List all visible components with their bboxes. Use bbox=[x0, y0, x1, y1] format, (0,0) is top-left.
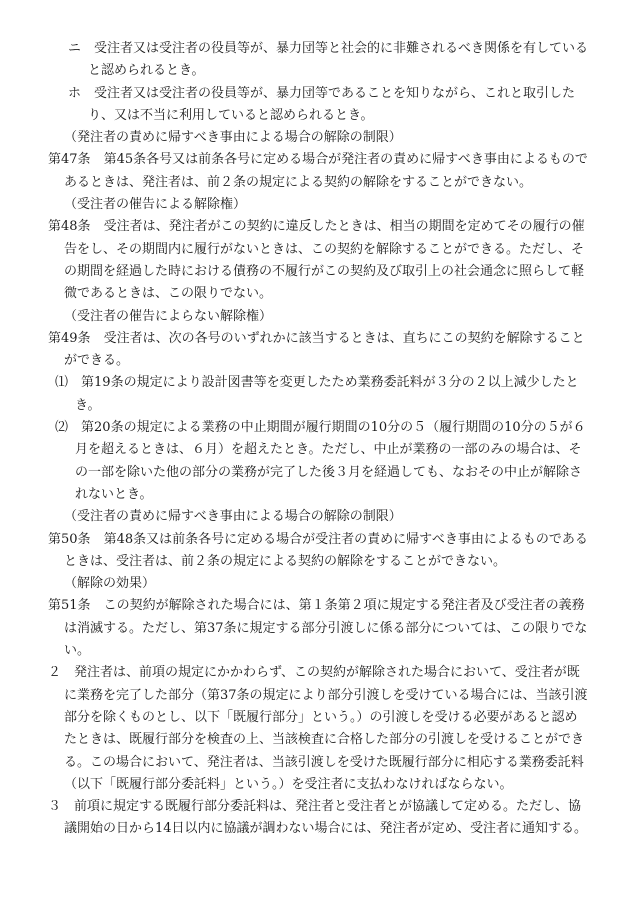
article-number: 第50条 bbox=[48, 531, 91, 547]
item-text: 第20条の規定による業務の中止期間が履行期間の10分の５（履行期間の10分の５が６月を超えるときは、６月）を超えたとき。ただし、中止が業務の一部のみの場合は、その一部を除いた他の部分の業務が完了した後３月を経過しても、なおその中止が解除されないとき。 bbox=[75, 420, 586, 502]
article-51-paragraph-2 bbox=[0, 662, 588, 796]
article-number: 第51条 bbox=[48, 598, 91, 614]
item-text: 第19条の規定により設計図書等を変更したため業務委託料が３分の２以上減少したとき。 bbox=[75, 375, 579, 413]
article-48-caption: （受注者の催告による解除権） bbox=[64, 197, 247, 213]
document-page bbox=[0, 38, 630, 841]
article-text: 第48条又は前条各号に定める場合が受注者の責めに帰すべき事由によるものであるときは、受注者は、前２条の規定による契約の解除をすることができない。 bbox=[64, 531, 588, 569]
article-49-item-1 bbox=[0, 372, 588, 417]
item-text: 受注者又は受注者の役員等が、暴力団等であることを知りながら、これと取引したり、又は不当に利用していると認められるとき。 bbox=[88, 85, 576, 123]
article-51-paragraph-3 bbox=[0, 796, 588, 841]
article-text: 受注者は、発注者がこの契約に違反したときは、相当の期間を定めてその履行の催告をし、その期間内に履行がないときは、この契約を解除することができる。ただし、その期間を経過した時における債務の不履行がこの契約及び取引上の社会通念に照らして軽微であるときは、この限りでない。 bbox=[64, 219, 585, 302]
article-48 bbox=[0, 216, 588, 305]
paragraph-text: 前項に規定する既履行部分委託料は、発注者と受注者とが協議して定める。ただし、協議開始の日から14日以内に協議が調わない場合には、発注者が定め、受注者に通知する。 bbox=[64, 799, 588, 837]
article-49 bbox=[0, 328, 588, 373]
paragraph-marker: ２ bbox=[48, 665, 62, 681]
article-number: 第48条 bbox=[48, 219, 91, 235]
item-text: 受注者又は受注者の役員等が、暴力団等と社会的に非難されるべき関係を有していると認められるとき。 bbox=[88, 41, 589, 79]
article-number: 第47条 bbox=[48, 152, 91, 168]
article-50-caption: （受注者の責めに帰すべき事由による場合の解除の制限） bbox=[64, 509, 402, 525]
item-marker: ホ bbox=[68, 85, 82, 101]
article-50 bbox=[0, 529, 588, 574]
article-51 bbox=[0, 595, 588, 662]
article-text: 第45条各号又は前条各号に定める場合が発注者の責めに帰すべき事由によるものであるときは、発注者は、前２条の規定による契約の解除をすることができない。 bbox=[64, 152, 588, 190]
item-ho bbox=[0, 83, 592, 128]
article-47 bbox=[0, 149, 588, 194]
article-51-caption: （解除の効果） bbox=[64, 576, 156, 592]
article-number: 第49条 bbox=[48, 330, 91, 346]
paragraph-marker: ３ bbox=[48, 799, 62, 815]
item-marker: ⑴ bbox=[55, 375, 69, 391]
article-47-caption: （発注者の責めに帰すべき事由による場合の解除の制限） bbox=[64, 130, 402, 146]
article-text: 受注者は、次の各号のいずれかに該当するときは、直ちにこの契約を解除することができる。 bbox=[64, 330, 585, 369]
article-text: この契約が解除された場合には、第１条第２項に規定する発注者及び受注者の義務は消滅する。ただし、第37条に規定する部分引渡しに係る部分については、この限りでない。 bbox=[64, 598, 588, 659]
item-ni bbox=[0, 38, 592, 83]
paragraph-text: 発注者は、前項の規定にかかわらず、この契約が解除された場合において、受注者が既に業務を完了した部分（第37条の規定により部分引渡しを受けている場合には、当該引渡部分を除くものとし、以下「既履行部分」という。）の引渡しを受ける必要があると認めたときは、既履行部分を検査の上、当該検査に合格した部分の引渡しを受けることができる。この場合において、発注者は、当該引渡しを受けた既履行部分に相応する業務委託料（以下「既履行部分委託料」という。）を受注者に支払わなければならない。 bbox=[64, 665, 588, 792]
item-marker: ⑵ bbox=[55, 420, 69, 436]
article-49-caption: （受注者の催告によらない解除権） bbox=[64, 308, 273, 324]
article-49-item-2 bbox=[0, 417, 588, 506]
item-marker: ニ bbox=[68, 41, 82, 56]
